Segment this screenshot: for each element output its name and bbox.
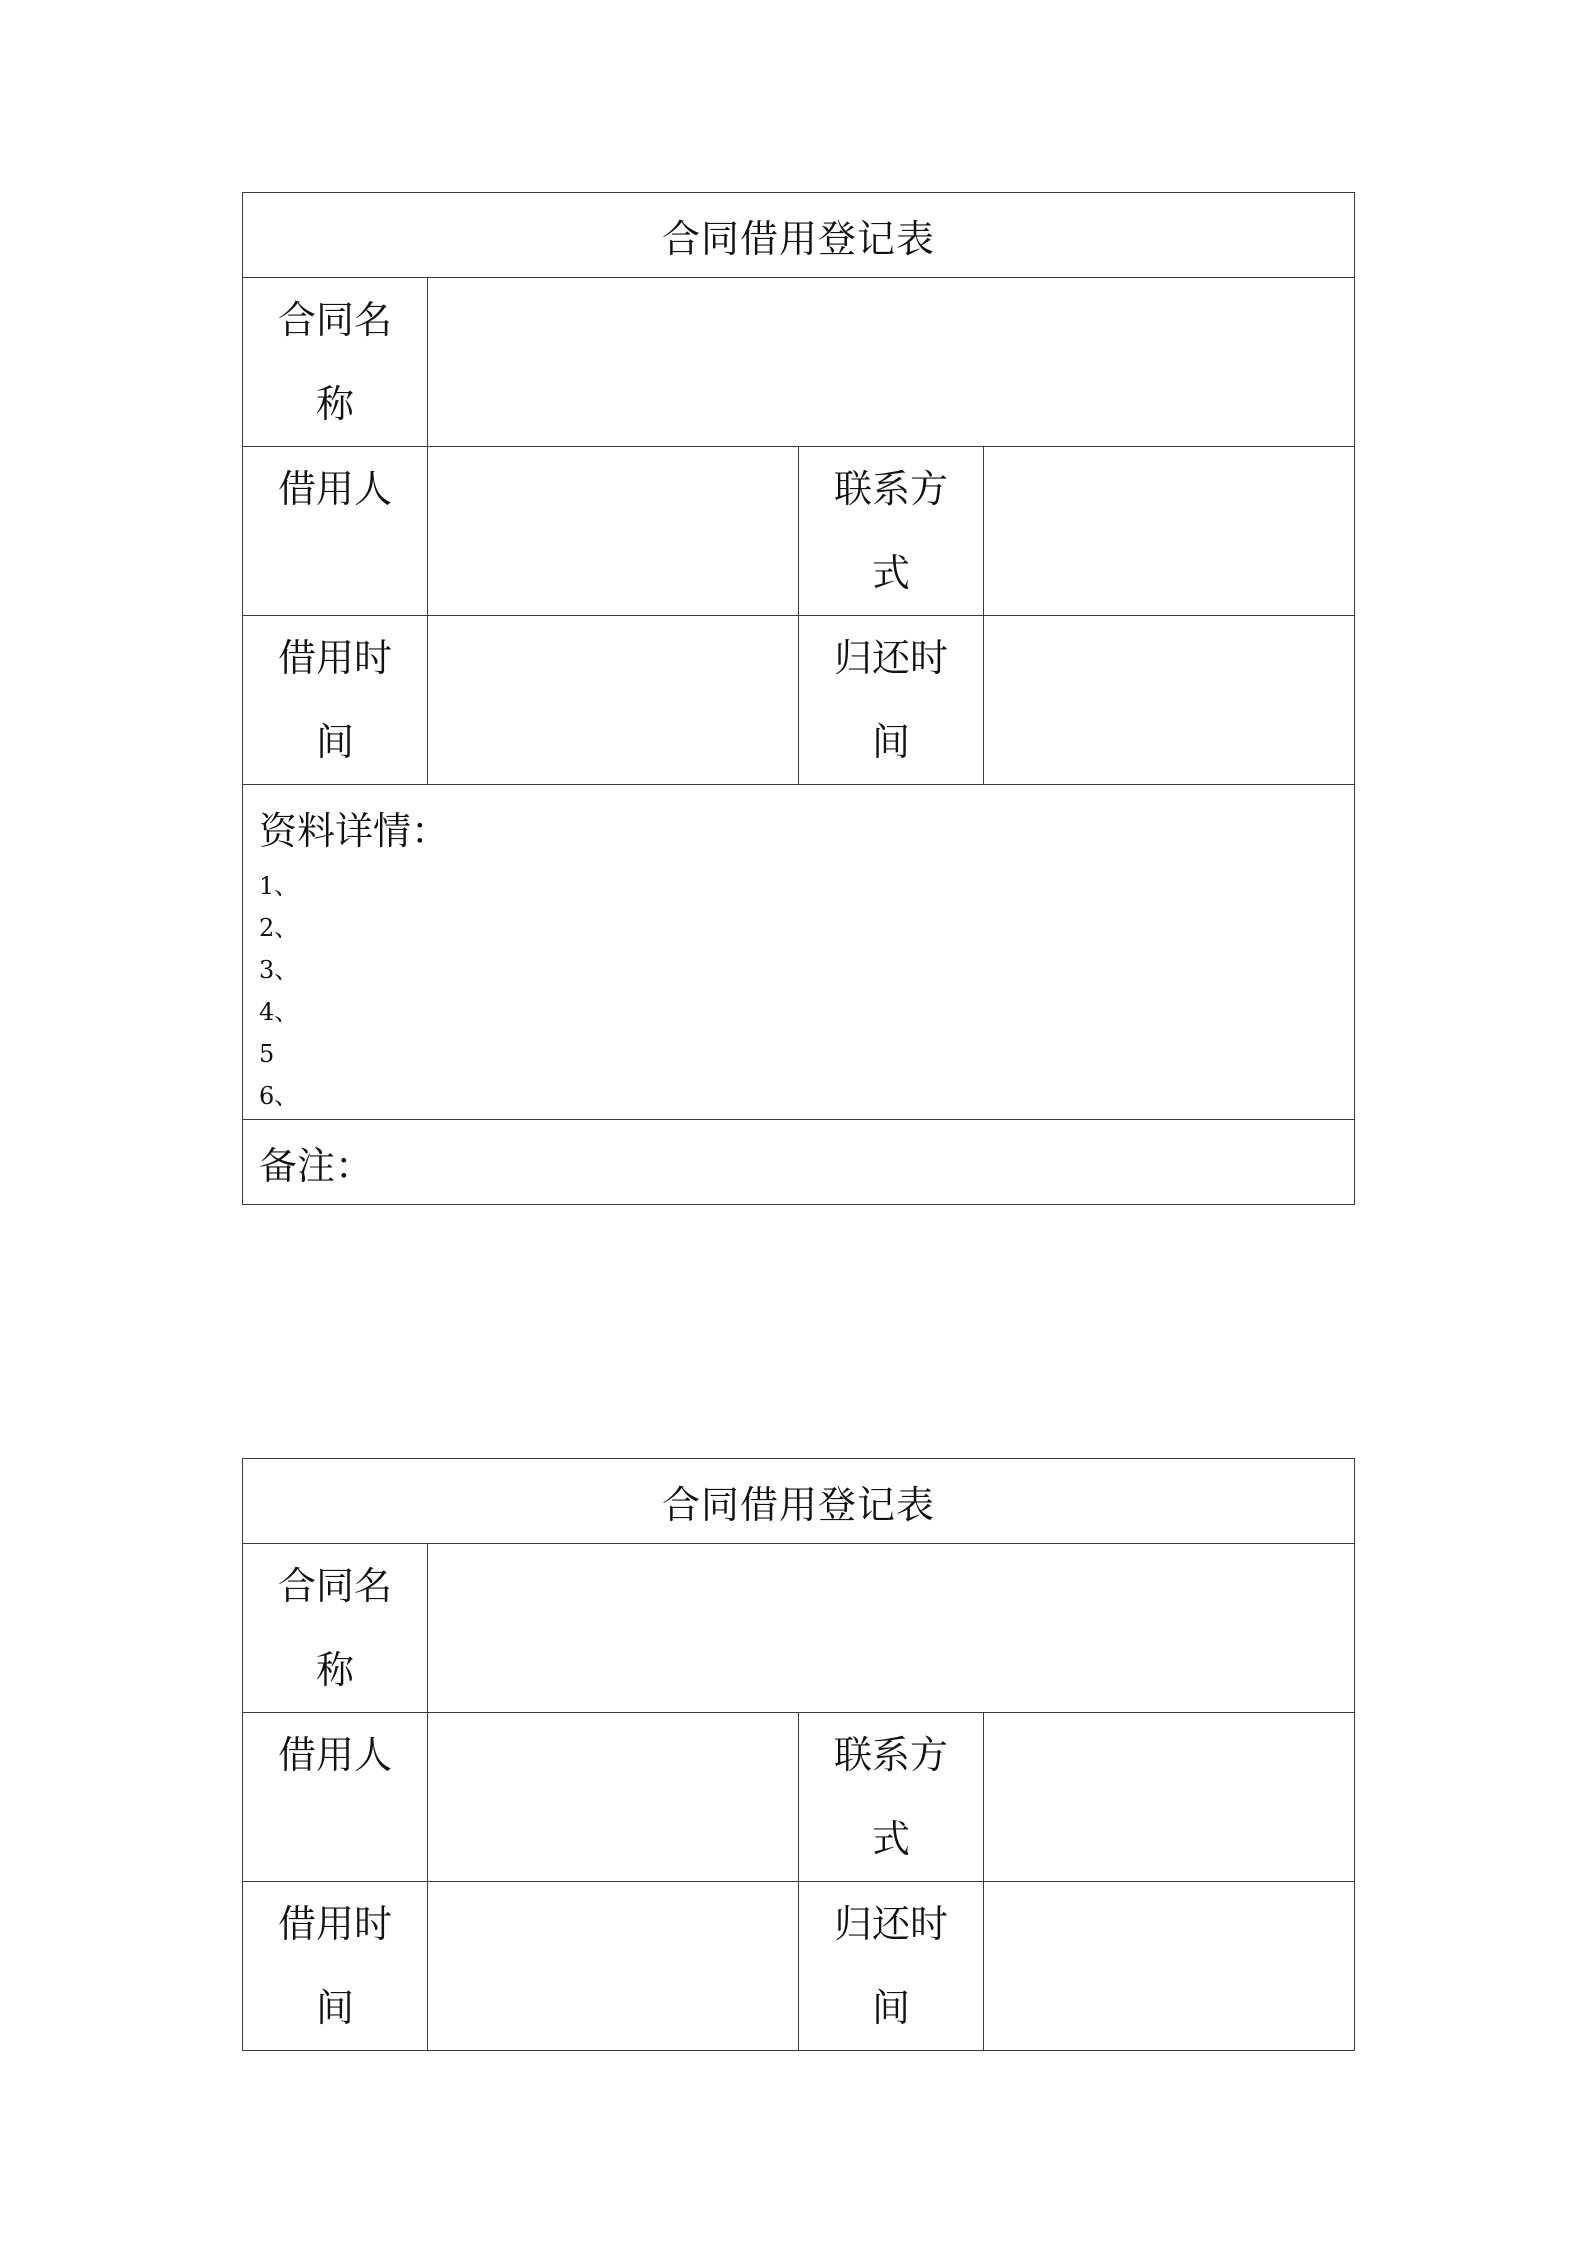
label-line: 借用人	[277, 1733, 392, 1777]
label-line: 称	[315, 1648, 354, 1692]
label-line: 借用时	[277, 1902, 392, 1946]
contract-name-field[interactable]	[428, 1544, 1355, 1713]
title-row	[243, 1459, 1355, 1544]
contact-label	[799, 1713, 984, 1882]
contract-name-field[interactable]	[428, 278, 1355, 447]
title-row	[243, 193, 1355, 278]
borrower-label	[243, 1713, 428, 1882]
return-time-label	[799, 1882, 984, 2051]
contact-label	[799, 447, 984, 616]
label-line: 间	[315, 720, 354, 764]
borrower-label	[243, 447, 428, 616]
label-line: 合同名	[277, 298, 392, 342]
details-field[interactable]	[243, 785, 1355, 1120]
borrower-field[interactable]	[428, 447, 799, 616]
borrow-time-label	[243, 1882, 428, 2051]
label-line: 借用人	[277, 467, 392, 511]
registration-form-2	[242, 1458, 1355, 2051]
borrower-field[interactable]	[428, 1713, 799, 1882]
label-line: 联系方	[833, 1733, 948, 1777]
label-line: 借用时	[277, 636, 392, 680]
details-item: 1、	[259, 872, 299, 900]
contact-field[interactable]	[984, 447, 1355, 616]
return-time-field[interactable]	[984, 1882, 1355, 2051]
contract-name-row	[243, 278, 1355, 447]
time-row	[243, 616, 1355, 785]
details-list	[259, 865, 1338, 1117]
label-line: 间	[315, 1986, 354, 2030]
contract-name-row	[243, 1544, 1355, 1713]
details-item: 2、	[259, 914, 299, 942]
details-heading: 资料详情：	[259, 809, 450, 853]
borrow-time-field[interactable]	[428, 1882, 799, 2051]
label-line: 归还时	[833, 1902, 948, 1946]
borrow-time-label	[243, 616, 428, 785]
label-line: 间	[871, 1986, 910, 2030]
label-line: 间	[871, 720, 910, 764]
contact-field[interactable]	[984, 1713, 1355, 1882]
form-title: 合同借用登记表	[243, 193, 1355, 278]
borrow-time-field[interactable]	[428, 616, 799, 785]
label-line: 归还时	[833, 636, 948, 680]
contract-name-label	[243, 278, 428, 447]
borrower-row	[243, 1713, 1355, 1882]
return-time-label	[799, 616, 984, 785]
remarks-field[interactable]	[243, 1120, 1355, 1205]
registration-form-1	[242, 192, 1355, 1205]
details-row	[243, 785, 1355, 1120]
remarks-label: 备注：	[259, 1143, 374, 1188]
label-line: 式	[871, 551, 910, 595]
contract-name-label	[243, 1544, 428, 1713]
details-item: 4、	[259, 998, 299, 1026]
details-item: 3、	[259, 956, 299, 984]
label-line: 称	[315, 382, 354, 426]
time-row	[243, 1882, 1355, 2051]
label-line: 式	[871, 1817, 910, 1861]
label-line: 合同名	[277, 1564, 392, 1608]
return-time-field[interactable]	[984, 616, 1355, 785]
details-item: 6、	[259, 1082, 299, 1110]
label-line: 联系方	[833, 467, 948, 511]
remarks-row	[243, 1120, 1355, 1205]
form-title: 合同借用登记表	[243, 1459, 1355, 1544]
details-item: 5	[259, 1040, 275, 1068]
borrower-row	[243, 447, 1355, 616]
